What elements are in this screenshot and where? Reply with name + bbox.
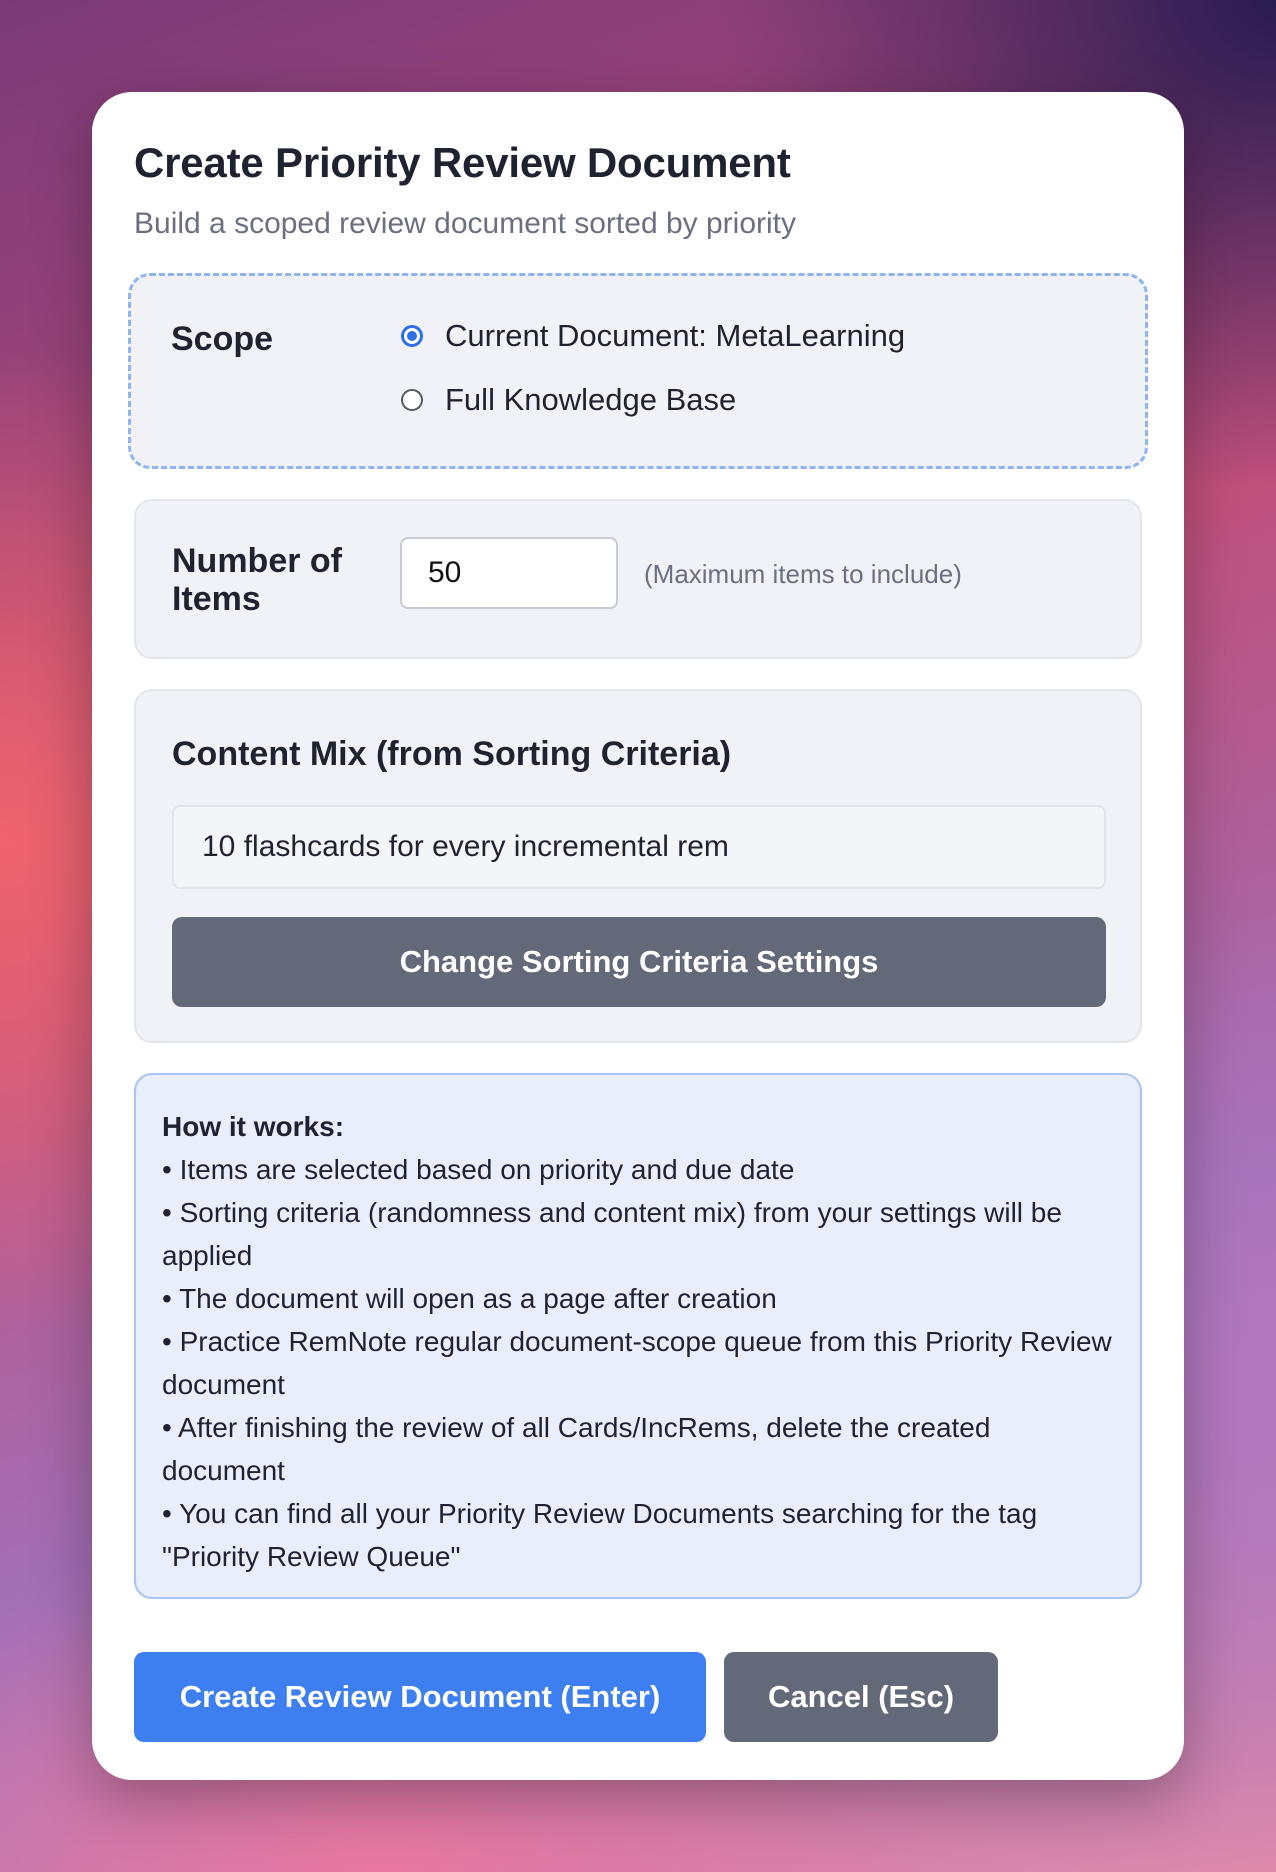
scope-option-label: Full Knowledge Base <box>445 382 737 418</box>
radio-selected-icon[interactable] <box>401 325 423 347</box>
number-of-items-hint: (Maximum items to include) <box>644 559 962 590</box>
scope-section <box>128 273 1148 469</box>
how-it-works-line: • After finishing the review of all Cards/IncRems, delete the created document <box>162 1412 991 1487</box>
how-it-works-line: • You can find all your Priority Review Documents searching for the tag "Priority Review Queue" <box>162 1498 1038 1573</box>
content-mix-value: 10 flashcards for every incremental rem <box>172 805 1106 889</box>
how-it-works-line: • Items are selected based on priority and due date <box>162 1154 795 1186</box>
content-mix-title: Content Mix (from Sorting Criteria) <box>172 735 732 774</box>
change-sorting-criteria-button[interactable]: Change Sorting Criteria Settings <box>172 917 1106 1007</box>
number-of-items-label: Number of Items <box>172 542 342 618</box>
how-it-works-line: • The document will open as a page after creation <box>162 1283 777 1315</box>
how-it-works-panel <box>134 1073 1142 1599</box>
scope-option-label: Current Document: MetaLearning <box>445 318 906 354</box>
radio-unselected-icon[interactable] <box>401 389 423 411</box>
number-of-items-input[interactable]: 50 <box>400 537 618 609</box>
priority-review-dialog <box>92 92 1184 1780</box>
dialog-actions <box>134 1652 998 1742</box>
how-it-works-line: • Sorting criteria (randomness and content mix) from your settings will be applied <box>162 1197 1062 1272</box>
how-it-works-line: • Practice RemNote regular document-scope queue from this Priority Review document <box>162 1326 1112 1401</box>
cancel-button[interactable]: Cancel (Esc) <box>724 1652 998 1742</box>
scope-option-current-document[interactable] <box>401 318 905 354</box>
number-of-items-section <box>134 499 1142 659</box>
dialog-subtitle: Build a scoped review document sorted by priority <box>134 207 796 241</box>
scope-label: Scope <box>171 320 274 359</box>
how-it-works-title: How it works: <box>162 1111 345 1143</box>
content-mix-section <box>134 689 1142 1043</box>
dialog-title: Create Priority Review Document <box>134 139 791 186</box>
create-review-document-button[interactable]: Create Review Document (Enter) <box>134 1652 706 1742</box>
scope-option-full-knowledge-base[interactable] <box>401 382 736 418</box>
